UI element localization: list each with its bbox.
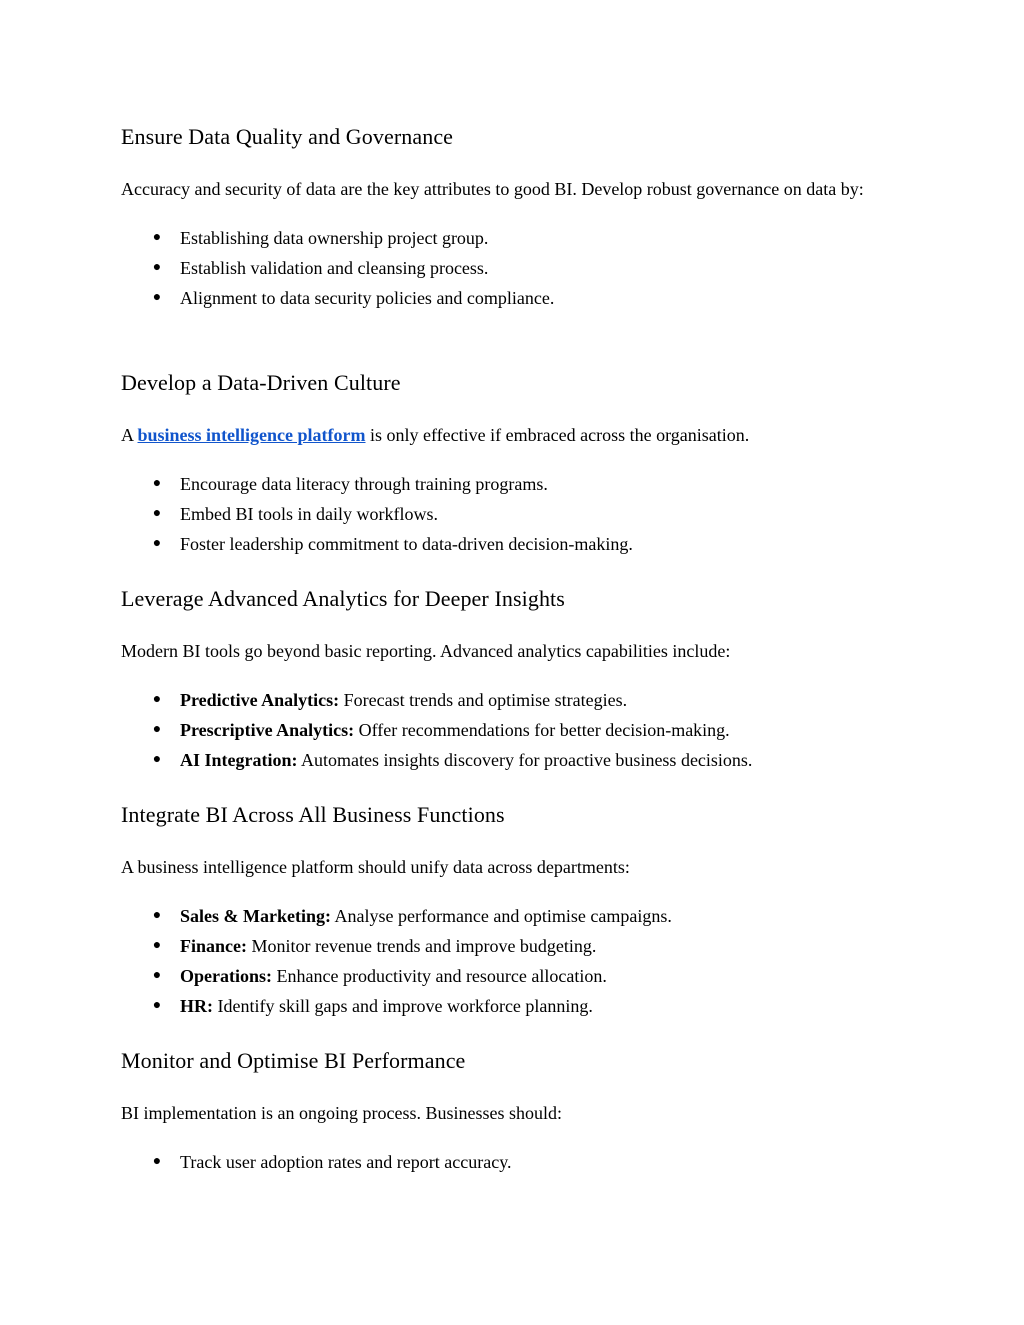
list-item-term: Finance:	[180, 936, 247, 956]
list-item	[121, 745, 911, 775]
intro-text-after: is only effective if embraced across the organisation.	[365, 425, 750, 445]
bullet-icon: ●	[152, 968, 162, 983]
intro-text-before: A	[121, 425, 138, 445]
section-monitor-optimise	[121, 1046, 911, 1177]
list-item	[121, 685, 911, 715]
section-intro: BI implementation is an ongoing process. Businesses should:	[121, 1103, 562, 1123]
section-heading: Monitor and Optimise BI Performance	[121, 1048, 466, 1073]
list-item-text: Analyse performance and optimise campaigns.	[330, 906, 672, 926]
list-item-term: AI Integration:	[180, 750, 298, 770]
bullet-icon: ●	[152, 692, 162, 707]
list-item-text: Enhance productivity and resource allocation.	[272, 966, 607, 986]
list-item-text: Embed BI tools in daily workflows.	[180, 504, 438, 524]
section-advanced-analytics	[121, 584, 911, 775]
section-heading: Integrate BI Across All Business Functions	[121, 802, 505, 827]
bullet-icon: ●	[152, 998, 162, 1013]
list-item-text: Foster leadership commitment to data-driven decision-making.	[180, 534, 633, 554]
bullet-icon: ●	[152, 230, 162, 245]
list-item-text: Establishing data ownership project group.	[180, 228, 489, 248]
bullet-icon: ●	[152, 722, 162, 737]
bullet-list	[121, 685, 911, 775]
list-item-term: Prescriptive Analytics:	[180, 720, 355, 740]
section-heading: Develop a Data-Driven Culture	[121, 370, 401, 395]
list-item-text: Establish validation and cleansing process.	[180, 258, 489, 278]
bullet-list	[121, 223, 911, 313]
section-intro: Modern BI tools go beyond basic reporting. Advanced analytics capabilities include:	[121, 641, 731, 661]
list-item-text: Identify skill gaps and improve workforce planning.	[213, 996, 593, 1016]
list-item	[121, 901, 911, 931]
bullet-icon: ●	[152, 260, 162, 275]
list-item-text: Monitor revenue trends and improve budgeting.	[247, 936, 597, 956]
list-item	[121, 991, 911, 1021]
bullet-list	[121, 469, 911, 559]
bullet-list	[121, 1147, 911, 1177]
list-item	[121, 529, 911, 559]
list-item	[121, 469, 911, 499]
section-data-quality	[121, 122, 911, 313]
list-item-text: Track user adoption rates and report accuracy.	[180, 1152, 512, 1172]
section-heading: Leverage Advanced Analytics for Deeper Insights	[121, 586, 565, 611]
list-item	[121, 283, 911, 313]
section-integrate-bi	[121, 800, 911, 1021]
section-intro: Accuracy and security of data are the key attributes to good BI. Develop robust governance on data by:	[121, 179, 864, 199]
list-item	[121, 715, 911, 745]
bullet-icon: ●	[152, 290, 162, 305]
bullet-icon: ●	[152, 908, 162, 923]
list-item-term: HR:	[180, 996, 213, 1016]
section-intro: A business intelligence platform should unify data across departments:	[121, 857, 630, 877]
list-item-text: Encourage data literacy through training programs.	[180, 474, 548, 494]
section-heading: Ensure Data Quality and Governance	[121, 124, 454, 149]
list-item-term: Predictive Analytics:	[180, 690, 340, 710]
section-data-driven-culture	[121, 368, 911, 559]
section-intro	[121, 420, 911, 451]
list-item	[121, 961, 911, 991]
bullet-icon: ●	[152, 536, 162, 551]
list-item	[121, 1147, 911, 1177]
list-item-text: Offer recommendations for better decision-making.	[354, 720, 730, 740]
list-item-term: Operations:	[180, 966, 272, 986]
list-item-text: Forecast trends and optimise strategies.	[339, 690, 628, 710]
list-item	[121, 931, 911, 961]
business-intelligence-platform-link[interactable]: business intelligence platform	[137, 425, 366, 445]
bullet-icon: ●	[152, 1154, 162, 1169]
bullet-icon: ●	[152, 938, 162, 953]
list-item-text: Alignment to data security policies and compliance.	[180, 288, 555, 308]
bullet-icon: ●	[152, 476, 162, 491]
list-item	[121, 499, 911, 529]
list-item-text: Automates insights discovery for proactive business decisions.	[297, 750, 753, 770]
list-item	[121, 223, 911, 253]
bullet-icon: ●	[152, 506, 162, 521]
bullet-list	[121, 901, 911, 1021]
bullet-icon: ●	[152, 752, 162, 767]
list-item	[121, 253, 911, 283]
list-item-term: Sales & Marketing:	[180, 906, 331, 926]
